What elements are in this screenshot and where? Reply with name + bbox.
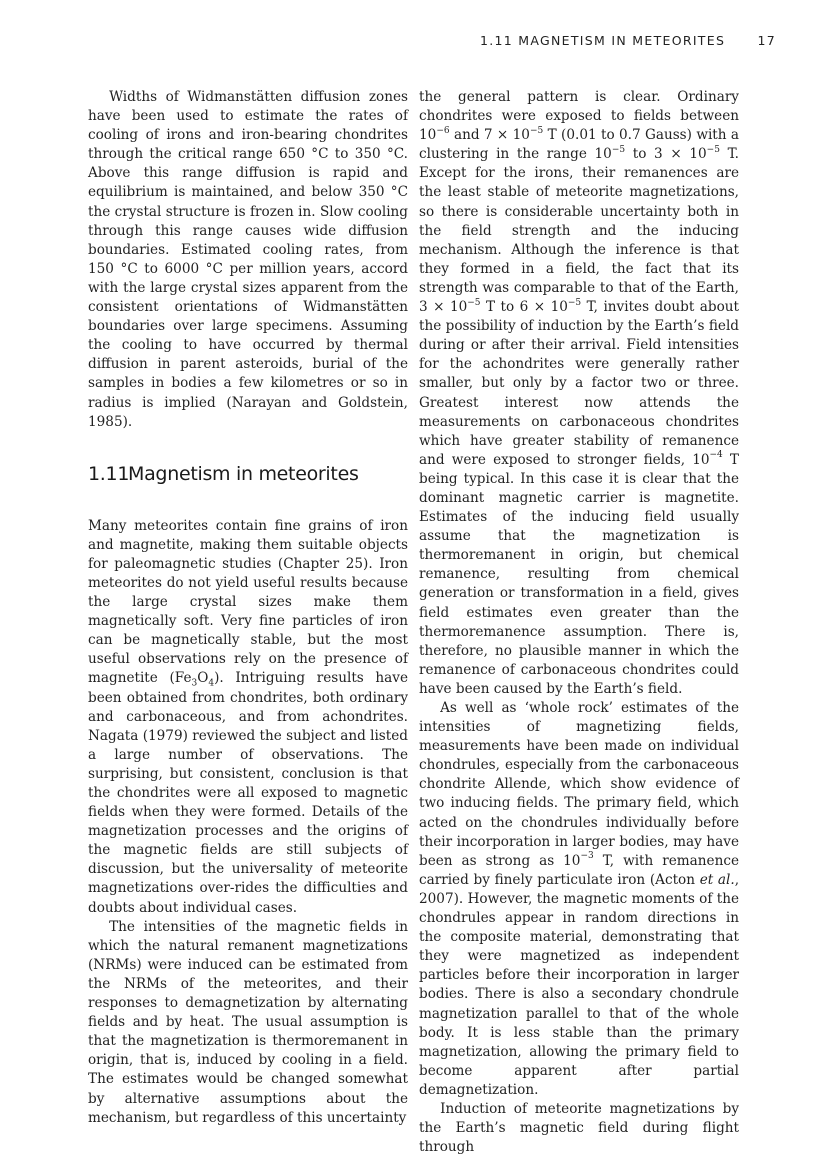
section-title: Magnetism in meteorites (128, 462, 359, 485)
section-number: 1.11 (88, 462, 130, 485)
left-column (88, 88, 408, 1128)
running-head-title: 1.11 MAGNETISM IN METEORITES (480, 33, 726, 48)
paragraph-chondrules: As well as ‘whole rock’ estimates of the intensities of magnetizing fields, measurements have been made on individual chondrules, especially from the carbonaceous chondrite Allende, which show evidence of two inducing fields. The primary field, which acted on the chondrules individually before their incorporation in larger bodies, may have been as strong as $10^{-3}$ T, with remanence carried by finely particulate iron (Acton et al., 2007). However, the magnetic moments of the chondrules appear in random directions in the composite material, demonstrating that they were magnetized as independent particles before their incorporation in larger bodies. There is also a secondary chondrule magnetization parallel to that of the whole body. It is less stable than the primary magnetization, allowing the primary field to become apparent after partial demagnetization. (419, 700, 740, 1098)
running-head (480, 33, 776, 48)
paragraph-field-intensities: The intensities of the magnetic fields in which the natural remanent magnetizations (NRMs) were induced can be estimated from the NRMs of the meteorites, and their responses to demagnetization by alternating fields and by heat. The usual assumption is that the magnetization is thermoremanent in origin, that is, induced by cooling in a field. The estimates would be changed somewhat by alternative assumptions about the mechanism, but regardless of this uncertainty (88, 918, 408, 1126)
paragraph-general-pattern: the general pattern is clear. Ordinary chondrites were exposed to fields between $10^{-6}$ and $7 \times 10^{-5}$ T (0.01 to 0.7 Gauss) with a clustering in the range $10^{-5}$ to $3 \times 10^{-5}$ T. Except for the irons, their remanences are the least stable of meteorite magnetizations, so there is considerable uncertainty both in the field strength and the inducing mechanism. Although the inference is that they formed in a field, the fact that its strength was comparable to that of the Earth, $3 \times 10^{-5}$ T to $6 \times 10^{-5}$ T, invites doubt about the possibility of induction by the Earth’s field during or after their arrival. Field intensities for the achondrites were generally rather smaller, but only by a factor two or three. Greatest interest now attends the measurements on carbonaceous chondrites which have greater stability of remanence and were exposed to stronger fields, $10^{-4}$ T being typical. In this case it is clear that the dominant magnetic carrier is magnetite. Estimates of the inducing field usually assume that the magnetization is thermoremanent in origin, but chemical remanence, resulting from chemical generation or transformation in a field, gives field estimates even greater than the thermoremanence assumption. There is, therefore, no plausible manner in which the remanence of carbonaceous chondrites could have been caused by the Earth’s field. (419, 89, 739, 697)
paragraph-meteorite-magnetism: Many meteorites contain fine grains of iron and magnetite, making them suitable objects for paleomagnetic studies (Chapter 25). Iron meteorites do not yield useful results because the large crystal sizes make them magnetically soft. Very fine particles of iron can be magnetically stable, but the most useful observations rely on the presence of magnetite $(Fe_3O_4)$. Intriguing results have been obtained from chondrites, both ordinary and carbonaceous, and from achondrites. Nagata (1979) reviewed the subject and listed a large number of observations. The surprising, but consistent, conclusion is that the chondrites were all exposed to magnetic fields when they were formed. Details of the magnetization processes and the origins of the magnetic fields are still subjects of discussion, but the universality of meteorite magnetizations over-rides the difficulties and doubts about individual cases. (88, 517, 409, 916)
paragraph-induction: Induction of meteorite magnetizations by the Earth’s magnetic field during flight through (419, 1100, 739, 1156)
section-heading (88, 462, 408, 486)
page-number: 17 (757, 33, 776, 48)
paragraph-cooling-rates: Widths of Widmanstätten diffusion zones have been used to estimate the rates of cooling of irons and iron-bearing chondrites through the critical range 650 °C to 350 °C. Above this range diffusion is rapid and equilibrium is maintained, and below 350 °C the crystal structure is frozen in. Slow cooling through this range causes wide diffusion boundaries. Estimated cooling rates, from 150 °C to 6000 °C per million years, accord with the large crystal sizes apparent from the consistent orientations of Widmanstätten boundaries over large specimens. Assuming the cooling to have occurred by thermal diffusion in parent asteroids, burial of the samples in bodies a few kilometres or so in radius is implied (Narayan and Goldstein, 1985). (88, 89, 408, 430)
right-column (419, 88, 739, 1157)
